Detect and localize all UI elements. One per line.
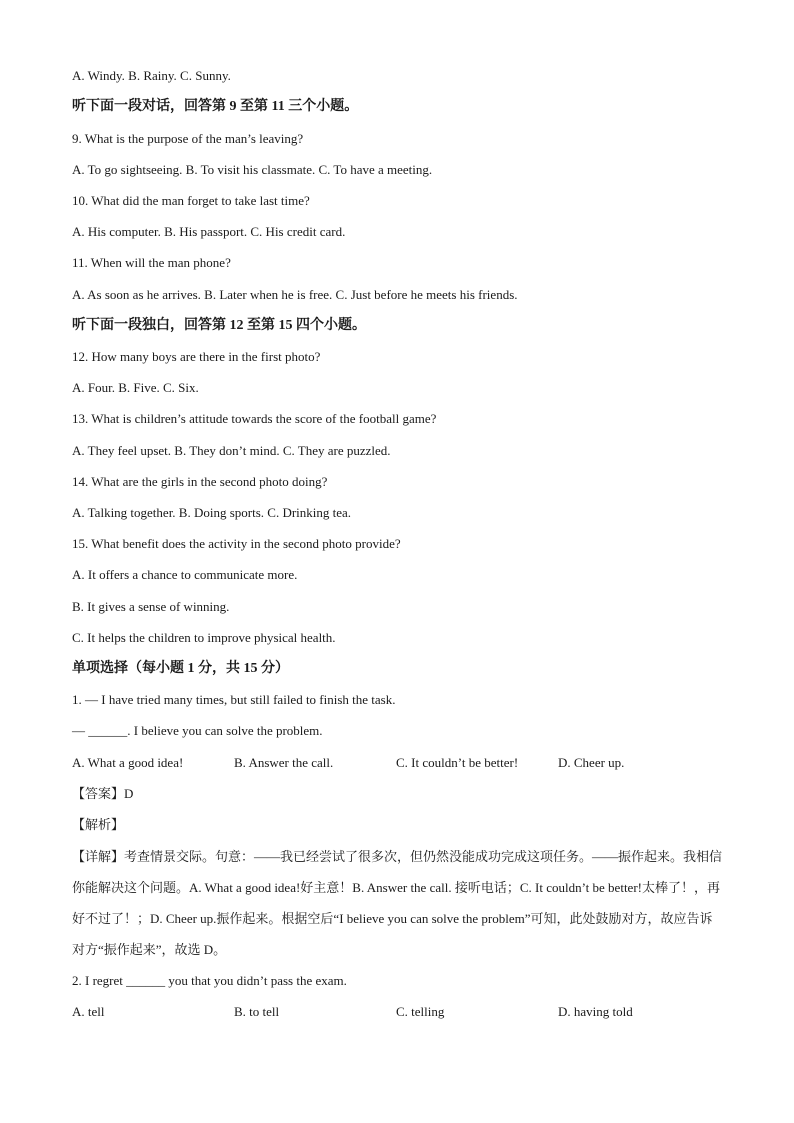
- choice-1-option-a: A. What a good idea!: [72, 755, 184, 770]
- question-10: 10. What did the man forget to take last time?: [72, 193, 310, 208]
- choice-1-answer: 【答案】D: [72, 786, 134, 801]
- question-15-option-a: A. It offers a chance to communicate more.: [72, 567, 298, 582]
- question-15-option-c: C. It helps the children to improve physical health.: [72, 630, 336, 645]
- section-heading-single-choice: 单项选择（每小题 1 分，共 15 分）: [72, 661, 289, 676]
- q8-options: A. Windy. B. Rainy. C. Sunny.: [72, 68, 231, 83]
- question-14: 14. What are the girls in the second photo doing?: [72, 474, 328, 489]
- question-13-options: A. They feel upset. B. They don’t mind. C. They are puzzled.: [72, 443, 391, 458]
- choice-1-analysis-label: 【解析】: [72, 817, 125, 832]
- choice-2-options: [72, 1004, 722, 1020]
- question-9-options: A. To go sightseeing. B. To visit his classmate. C. To have a meeting.: [72, 162, 433, 177]
- section-heading-dialogue: 听下面一段对话，回答第 9 至第 11 三个小题。: [72, 99, 359, 114]
- question-11-options: A. As soon as he arrives. B. Later when he is free. C. Just before he meets his friends.: [72, 287, 518, 302]
- question-11: 11. When will the man phone?: [72, 255, 231, 270]
- choice-1-option-c: C. It couldn’t be better!: [396, 755, 519, 770]
- choice-2-option-a: A. tell: [72, 1004, 105, 1019]
- question-13: 13. What is children’s attitude towards the score of the football game?: [72, 411, 437, 426]
- question-9: 9. What is the purpose of the man’s leaving?: [72, 131, 304, 146]
- question-10-options: A. His computer. B. His passport. C. His credit card.: [72, 224, 346, 239]
- question-15: 15. What benefit does the activity in the second photo provide?: [72, 536, 401, 551]
- choice-1-question-reply: — ______. I believe you can solve the problem.: [72, 723, 323, 738]
- choice-2-option-d: D. having told: [558, 1004, 633, 1019]
- choice-1-question: 1. — I have tried many times, but still failed to finish the task.: [72, 692, 396, 707]
- choice-2-option-c: C. telling: [396, 1004, 445, 1019]
- question-12-options: A. Four. B. Five. C. Six.: [72, 380, 199, 395]
- choice-2-question: 2. I regret ______ you that you didn’t pass the exam.: [72, 973, 347, 988]
- choice-1-detail: 【详解】考查情景交际。句意：——我已经尝试了很多次，但仍然没能成功完成这项任务。——振作起来。我相信你能解决这个问题。A. What a good idea!好主意！B. Answer the call. 接听电话；C. It couldn’t be better!太棒了！，再好不过了！；D. Cheer up.振作起来。根据空后“I believe you can solve the problem”可知，此处鼓励对方，故应告诉对方“振作起来”，故选 D。: [72, 849, 723, 957]
- question-15-option-b: B. It gives a sense of winning.: [72, 599, 230, 614]
- choice-1-option-d: D. Cheer up.: [558, 755, 625, 770]
- choice-2-option-b: B. to tell: [234, 1004, 280, 1019]
- section-heading-monologue: 听下面一段独白，回答第 12 至第 15 四个小题。: [72, 318, 366, 333]
- question-12: 12. How many boys are there in the first photo?: [72, 349, 321, 364]
- choice-1-options: [72, 755, 722, 771]
- choice-1-option-b: B. Answer the call.: [234, 755, 334, 770]
- question-14-options: A. Talking together. B. Doing sports. C. Drinking tea.: [72, 505, 352, 520]
